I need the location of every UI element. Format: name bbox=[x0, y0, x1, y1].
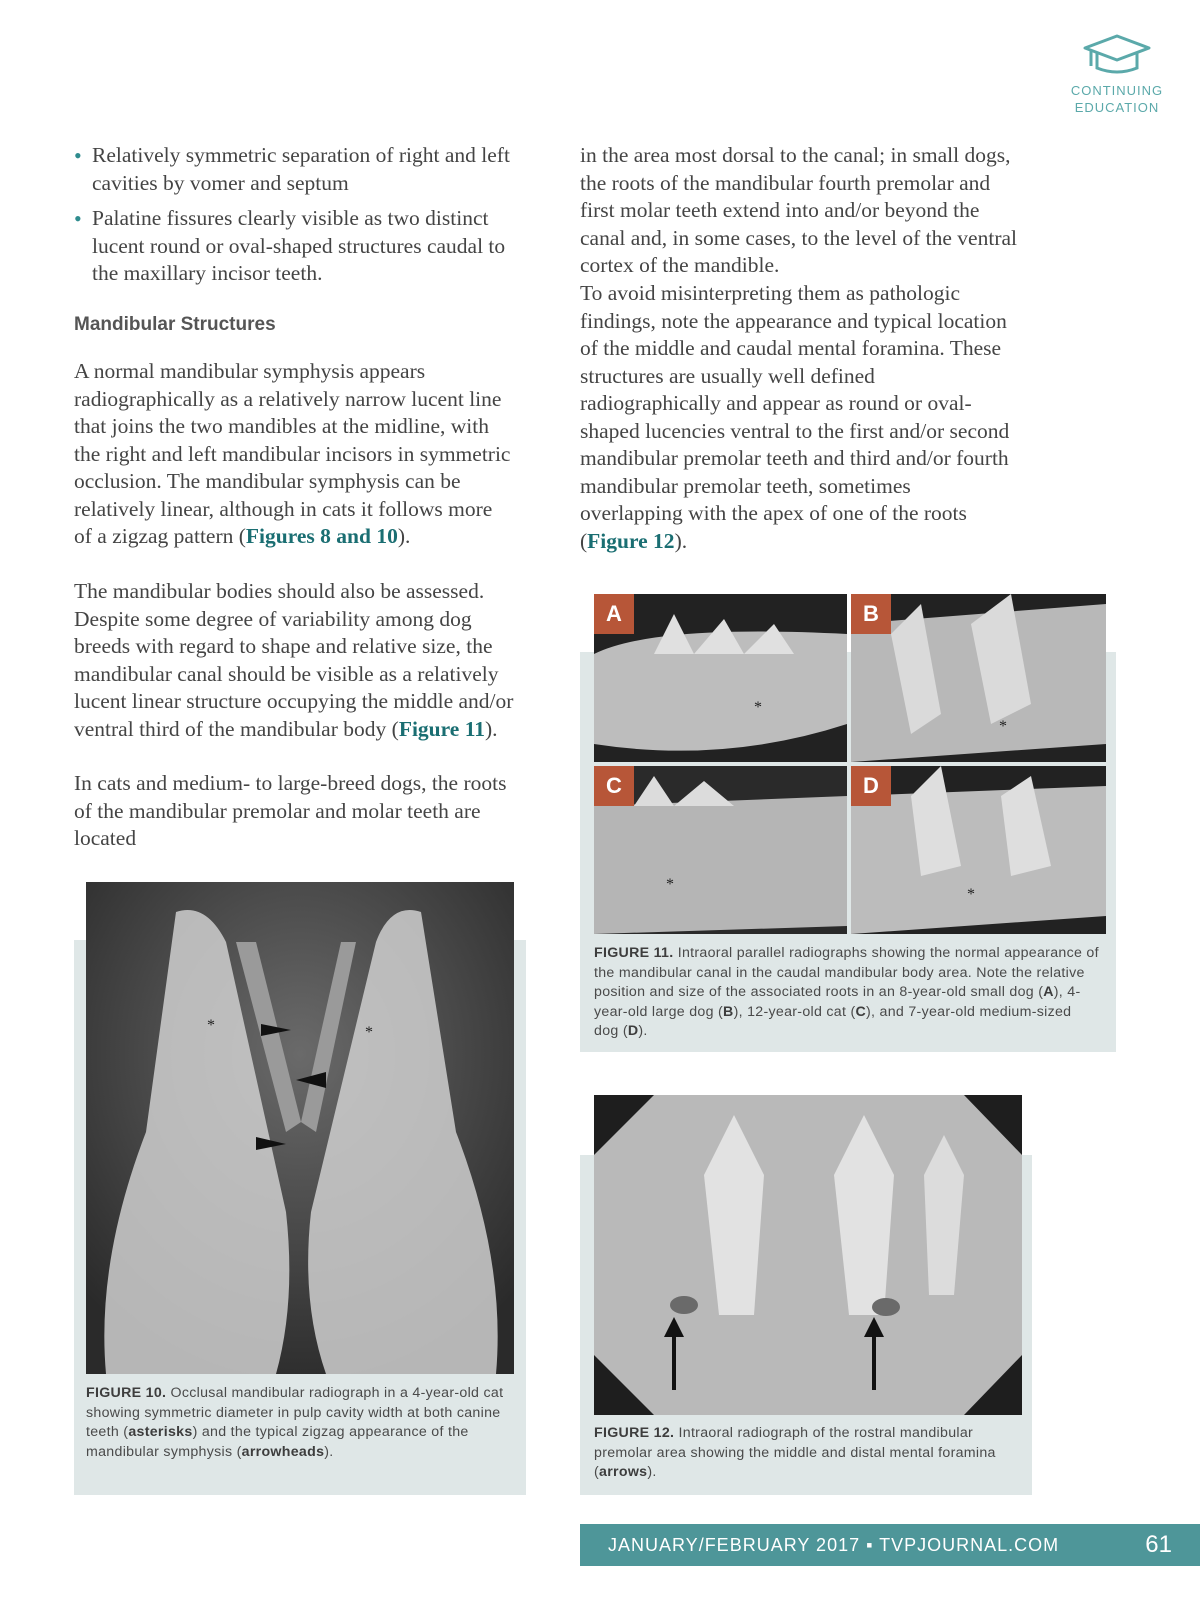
panel-label: D bbox=[851, 766, 891, 806]
bullet-icon: • bbox=[74, 206, 82, 231]
premolar-radiograph-image bbox=[594, 1095, 1022, 1415]
figure-reference-link[interactable]: Figures 8 and 10 bbox=[245, 524, 398, 548]
figure-11-panel-c bbox=[594, 766, 847, 934]
panel-label: C bbox=[594, 766, 634, 806]
left-column bbox=[74, 142, 514, 296]
badge-line-1: CONTINUING bbox=[1070, 83, 1164, 98]
badge-line-2: EDUCATION bbox=[1074, 100, 1160, 115]
page-footer bbox=[580, 1524, 1200, 1566]
left-paragraph-3: In cats and medium- to large-breed dogs, the roots of the mandibular premolar and molar teeth are located bbox=[74, 771, 507, 850]
asterisk-marker: * bbox=[999, 718, 1007, 735]
bullet-item: • Palatine fissures clearly visible as two distinct lucent round or oval-shaped structures caudal to the maxillary incisor teeth. bbox=[74, 206, 506, 285]
bullet-item: • Relatively symmetric separation of right and left cavities by vomer and septum bbox=[74, 143, 510, 195]
asterisk-marker: * bbox=[967, 886, 975, 903]
panel-label: A bbox=[594, 594, 634, 634]
figure-12-caption: FIGURE 12. Intraoral radiograph of the rostral mandibular premolar area showing the middle and distal mental foramina (arrows). bbox=[594, 1425, 996, 1480]
continuing-education-badge bbox=[1062, 34, 1172, 115]
panel-label: B bbox=[851, 594, 891, 634]
figure-10-radiograph bbox=[86, 882, 514, 1374]
figure-11-panel-a bbox=[594, 594, 847, 762]
bullet-icon: • bbox=[74, 143, 82, 168]
right-paragraph-1: in the area most dorsal to the canal; in small dogs, the roots of the mandibular fourth premolar and first molar teeth extend into and/or beyond the canal and, in some cases, to the level of the ventral cortex of the mandible. bbox=[580, 143, 1018, 277]
left-paragraph-2: The mandibular bodies should also be assessed. Despite some degree of variability among dog breeds with regard to shape and relative size, the mandibular canal should be visible as a relatively lucent linear structure occupying the middle and/or ventral third of the mandibular body (Figure 11). bbox=[74, 579, 514, 741]
figure-reference-link[interactable]: Figure 11 bbox=[398, 716, 486, 741]
figure-11-panel-d bbox=[851, 766, 1106, 934]
left-paragraph-1: A normal mandibular symphysis appears radiographically as a relatively narrow lucent line that joins the two mandibles at the midline, with the right and left mandibular incisors in symmetric occlusion. The mandibular symphysis can be relatively linear, although in cats it follows more of a zigzag pattern (Figures 8 and 10). bbox=[74, 359, 511, 548]
figure-12-radiograph bbox=[594, 1095, 1022, 1415]
bullet-list bbox=[74, 142, 514, 288]
graduation-cap-icon bbox=[1083, 34, 1151, 76]
figure-10-caption: FIGURE 10. Occlusal mandibular radiograph in a 4-year-old cat showing symmetric diameter in pulp cavity width at both canine teeth (asterisks) and the typical zigzag appearance of the mandibular symphysis (arrowheads). bbox=[86, 1385, 504, 1460]
figure-11-caption: FIGURE 11. Intraoral parallel radiographs showing the normal appearance of the mandibular canal in the caudal mandibular body area. Note the relative position and size of the associated roots in an 8-year-old small dog (A), 4-year-old large dog (B), 12-year-old cat (C), and 7-year-old medium-sized dog (D). bbox=[594, 945, 1099, 1039]
cat-mandible-radiograph-image bbox=[86, 882, 514, 1374]
asterisk-marker: * bbox=[666, 876, 674, 893]
asterisk-marker: * bbox=[365, 1024, 373, 1041]
footer-journal-text: JANUARY/FEBRUARY 2017 ▪ TVPJOURNAL.COM bbox=[608, 1535, 1060, 1555]
asterisk-marker: * bbox=[207, 1017, 215, 1034]
figure-11-panels bbox=[594, 594, 1106, 934]
right-paragraph-2: To avoid misinterpreting them as pathologic findings, note the appearance and typical location of the middle and caudal mental foramina. These structures are usually well defined radiographically and appear as round or oval-shaped lucencies ventral to the first and/or second mandibular premolar teeth and third and/or fourth mandibular premolar teeth, sometimes overlapping with the apex of one of the roots (Figure 12). bbox=[580, 281, 1010, 553]
section-heading: Mandibular Structures bbox=[74, 314, 276, 335]
page-number: 61 bbox=[1145, 1531, 1172, 1558]
asterisk-marker: * bbox=[754, 699, 762, 716]
figure-11-panel-b bbox=[851, 594, 1106, 762]
figure-reference-link[interactable]: Figure 12 bbox=[587, 528, 675, 553]
